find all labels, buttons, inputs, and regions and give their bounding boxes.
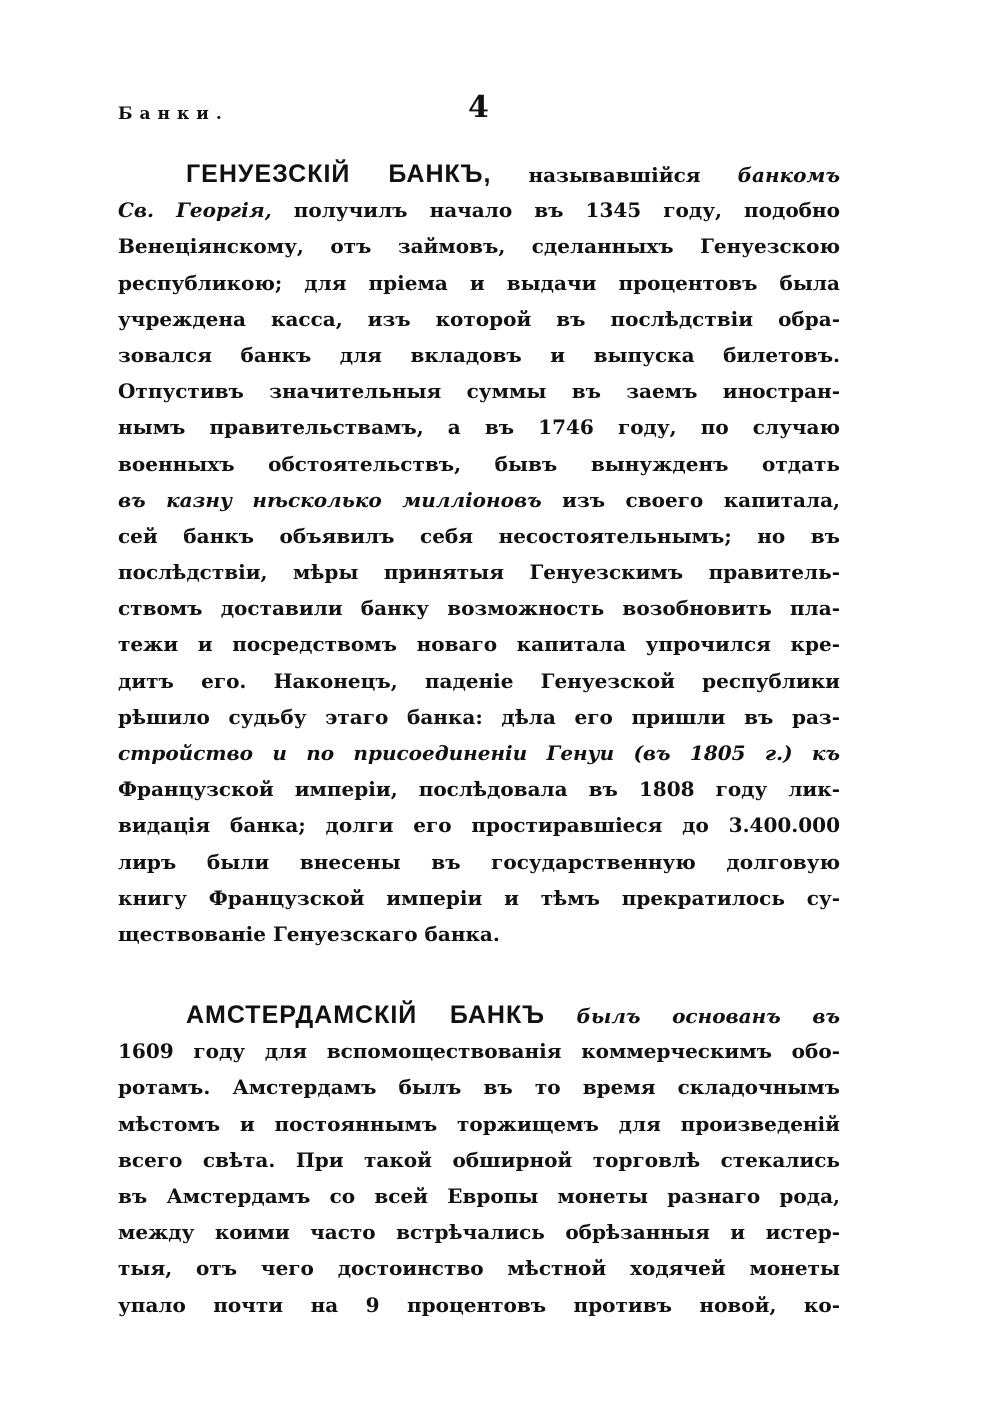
text-line: военныхъ обстоятельствъ, бывъ вынужденъ отдать [118, 451, 840, 476]
text-line: ротамъ. Амстердамъ былъ въ то время складочнымъ [118, 1075, 840, 1100]
text-line: упало почти на 9 процентовъ противъ новой, ко- [118, 1292, 840, 1317]
text-line: учреждена касса, изъ которой въ послѣдствіи обра- [118, 306, 840, 331]
section-heading: ГЕНУЕЗСКІЙ БАНКЪ, [186, 160, 492, 188]
section-heading: АМСТЕРДАМСКІЙ БАНКЪ [186, 1001, 545, 1029]
text-line: дитъ его. Наконецъ, паденіе Генуезской республики [118, 668, 840, 693]
text-line: видація банка; долги его простиравшіеся до 3.400.000 [118, 813, 840, 838]
text-line: въ казну нѣсколько милліоновъ изъ своего капитала, [118, 487, 840, 512]
text-line: ГЕНУЕЗСКІЙ БАНКЪ, называвшійся банкомъ [186, 160, 840, 188]
text-line: рѣшило судьбу этаго банка: дѣла его пришли въ раз- [118, 704, 840, 729]
text-line: зовался банкъ для вкладовъ и выпуска билетовъ. [118, 342, 840, 367]
text-line: послѣдствіи, мѣры принятыя Генуезскимъ правитель- [118, 560, 840, 585]
text-line: Французской имперіи, послѣдовала въ 1808 году лик- [118, 777, 840, 802]
text-line: всего свѣта. При такой обширной торговлѣ стекались [118, 1147, 840, 1172]
text-line: нымъ правительствамъ, а въ 1746 году, по случаю [118, 415, 840, 440]
text-line: Отпустивъ значительныя суммы въ заемъ иностран- [118, 379, 840, 404]
text-line: Св. Георгія, получилъ начало въ 1345 году, подобно [118, 198, 840, 223]
paragraph-genoese-bank [118, 156, 840, 952]
text-line: стройство и по присоединеніи Генуи (въ 1805 г.) къ [118, 741, 840, 765]
text-line: въ Амстердамъ со всей Европы монеты разнаго рода, [118, 1183, 840, 1208]
text-line: республикою; для пріема и выдачи процентовъ была [118, 270, 840, 295]
running-head: Банки. [118, 104, 229, 124]
paragraph-amsterdam-bank [118, 997, 840, 1323]
text-line: тежи и посредствомъ новаго капитала упрочился кре- [118, 632, 840, 657]
text-line: 1609 году для вспомоществованія коммерческимъ обо- [118, 1039, 840, 1064]
text-line: мѣстомъ и постояннымъ торжищемъ для произведеній [118, 1111, 840, 1136]
text-line: тыя, отъ чего достоинство мѣстной ходячей монеты [118, 1256, 840, 1281]
text-line: АМСТЕРДАМСКІЙ БАНКЪ былъ основанъ въ [186, 1001, 840, 1029]
text-line: Венеціянскому, отъ займовъ, сделанныхъ Генуезскою [118, 234, 840, 259]
text-line: сей банкъ объявилъ себя несостоятельнымъ; но въ [118, 523, 840, 548]
text-line: книгу Французской имперіи и тѣмъ прекратилось су- [118, 885, 840, 910]
page-number: 4 [468, 90, 489, 125]
text-line: лиръ были внесены въ государственную долговую [118, 849, 840, 874]
text-line: между коими часто встрѣчались обрѣзанныя и истер- [118, 1220, 840, 1245]
text-line: ствомъ доставили банку возможность возобновить пла- [118, 596, 840, 621]
text-line: ществованіе Генуезскаго банка. [118, 921, 500, 946]
